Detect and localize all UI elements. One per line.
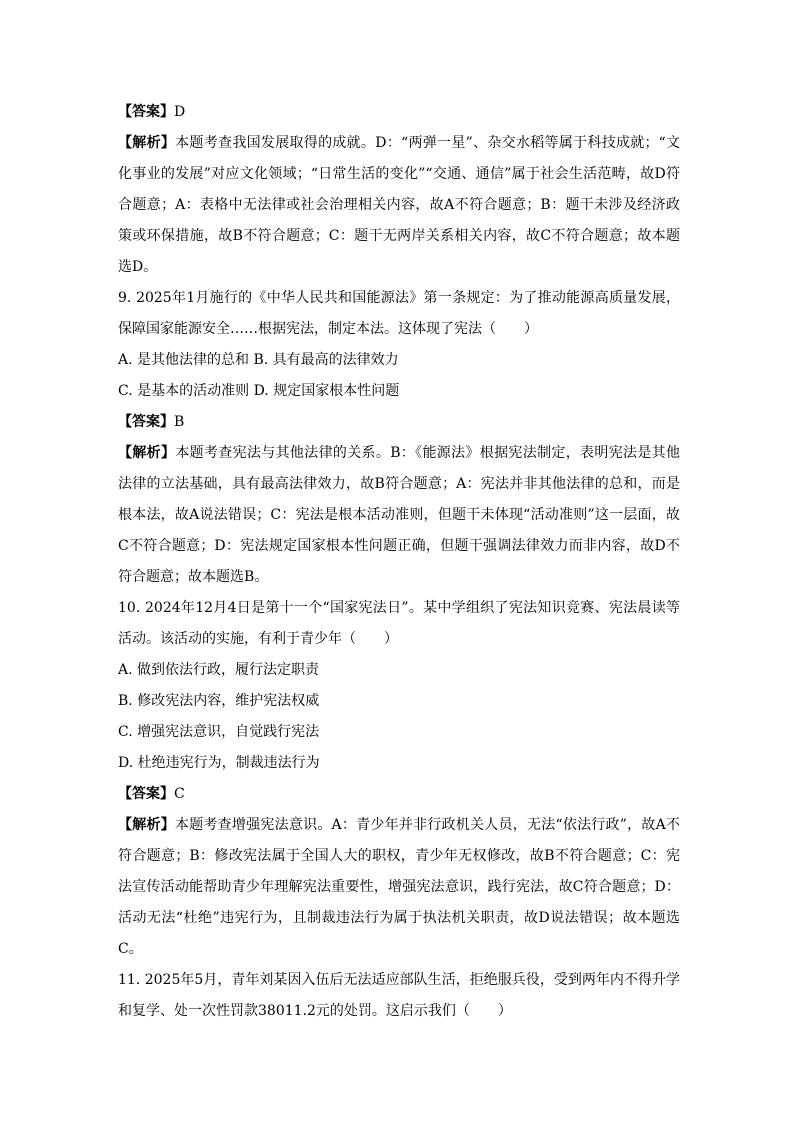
answer-text: C — [174, 786, 185, 802]
analysis-paragraph — [118, 128, 680, 283]
question-9: 9. 2025年1月施行的《中华人民共和国能源法》第一条规定：为了推动能源高质量发展，保障国家能源安全……根据宪法，制定本法。这体现了宪法（ ） — [118, 290, 680, 337]
analysis-paragraph — [118, 810, 680, 965]
question-11: 11. 2025年5月，青年刘某因入伍后无法适应部队生活，拒绝服兵役，受到两年内不得升学和复学、处一次性罚款38011.2元的处罚。这启示我们（ ） — [118, 972, 680, 1019]
answer-line — [118, 407, 680, 438]
answer-line — [118, 779, 680, 810]
question-10-option-c: C. 增强宪法意识，自觉践行宪法 — [118, 724, 320, 740]
analysis-paragraph — [118, 438, 680, 593]
answer-line — [118, 97, 680, 128]
question-10-option-b: B. 修改宪法内容，维护宪法权威 — [118, 693, 320, 709]
analysis-text: 本题考查我国发展取得的成就。D：“两弹一星”、杂交水稻等属于科技成就；“文化事业的发展”对应文化领域；“日常生活的变化”“交通、通信”属于社会生活范畴，故D符合题意；A：表格中无法律或社会治理相关内容，故A不符合题意；B：题干未涉及经济政策或环保措施，故B不符合题意；C：题干无两岸关系相关内容，故C不符合题意；故本题选D。 — [118, 135, 681, 275]
answer-tag: 【答案】 — [118, 414, 174, 430]
answer-tag: 【答案】 — [118, 786, 174, 802]
analysis-tag: 【解析】 — [118, 817, 175, 833]
question-10-option-a: A. 做到依法行政，履行法定职责 — [118, 662, 320, 678]
question-10: 10. 2024年12月4日是第十一个“国家宪法日”。某中学组织了宪法知识竞赛、宪法晨读等活动。该活动的实施，有利于青少年（ ） — [118, 600, 680, 647]
answer-text: D — [174, 104, 186, 120]
analysis-text: 本题考查增强宪法意识。A：青少年并非行政机关人员，无法“依法行政”，故A不符合题意；B：修改宪法属于全国人大的职权，青少年无权修改，故B不符合题意；C：宪法宣传活动能帮助青少年理解宪法重要性，增强宪法意识，践行宪法，故C符合题意；D：活动无法“杜绝”违宪行为，且制裁违法行为属于执法机关职责，故D说法错误；故本题选C。 — [118, 817, 680, 957]
analysis-tag: 【解析】 — [118, 135, 176, 151]
answer-text: B — [174, 414, 185, 430]
answer-tag: 【答案】 — [118, 104, 174, 120]
analysis-tag: 【解析】 — [118, 445, 176, 461]
document-page — [118, 97, 680, 1027]
question-10-option-d: D. 杜绝违宪行为，制裁违法行为 — [118, 755, 320, 771]
question-9-options-ab: A. 是其他法律的总和 B. 具有最高的法律效力 — [118, 352, 399, 368]
analysis-text: 本题考查宪法与其他法律的关系。B：《能源法》根据宪法制定，表明宪法是其他法律的立法基础，具有最高法律效力，故B符合题意；A：宪法并非其他法律的总和，而是根本法，故A说法错误；C：宪法是根本活动准则，但题干未体现“活动准则”这一层面，故C不符合题意；D：宪法规定国家根本性问题正确，但题干强调法律效力而非内容，故D不符合题意；故本题选B。 — [118, 445, 680, 585]
question-9-options-cd: C. 是基本的活动准则 D. 规定国家根本性问题 — [118, 383, 400, 399]
